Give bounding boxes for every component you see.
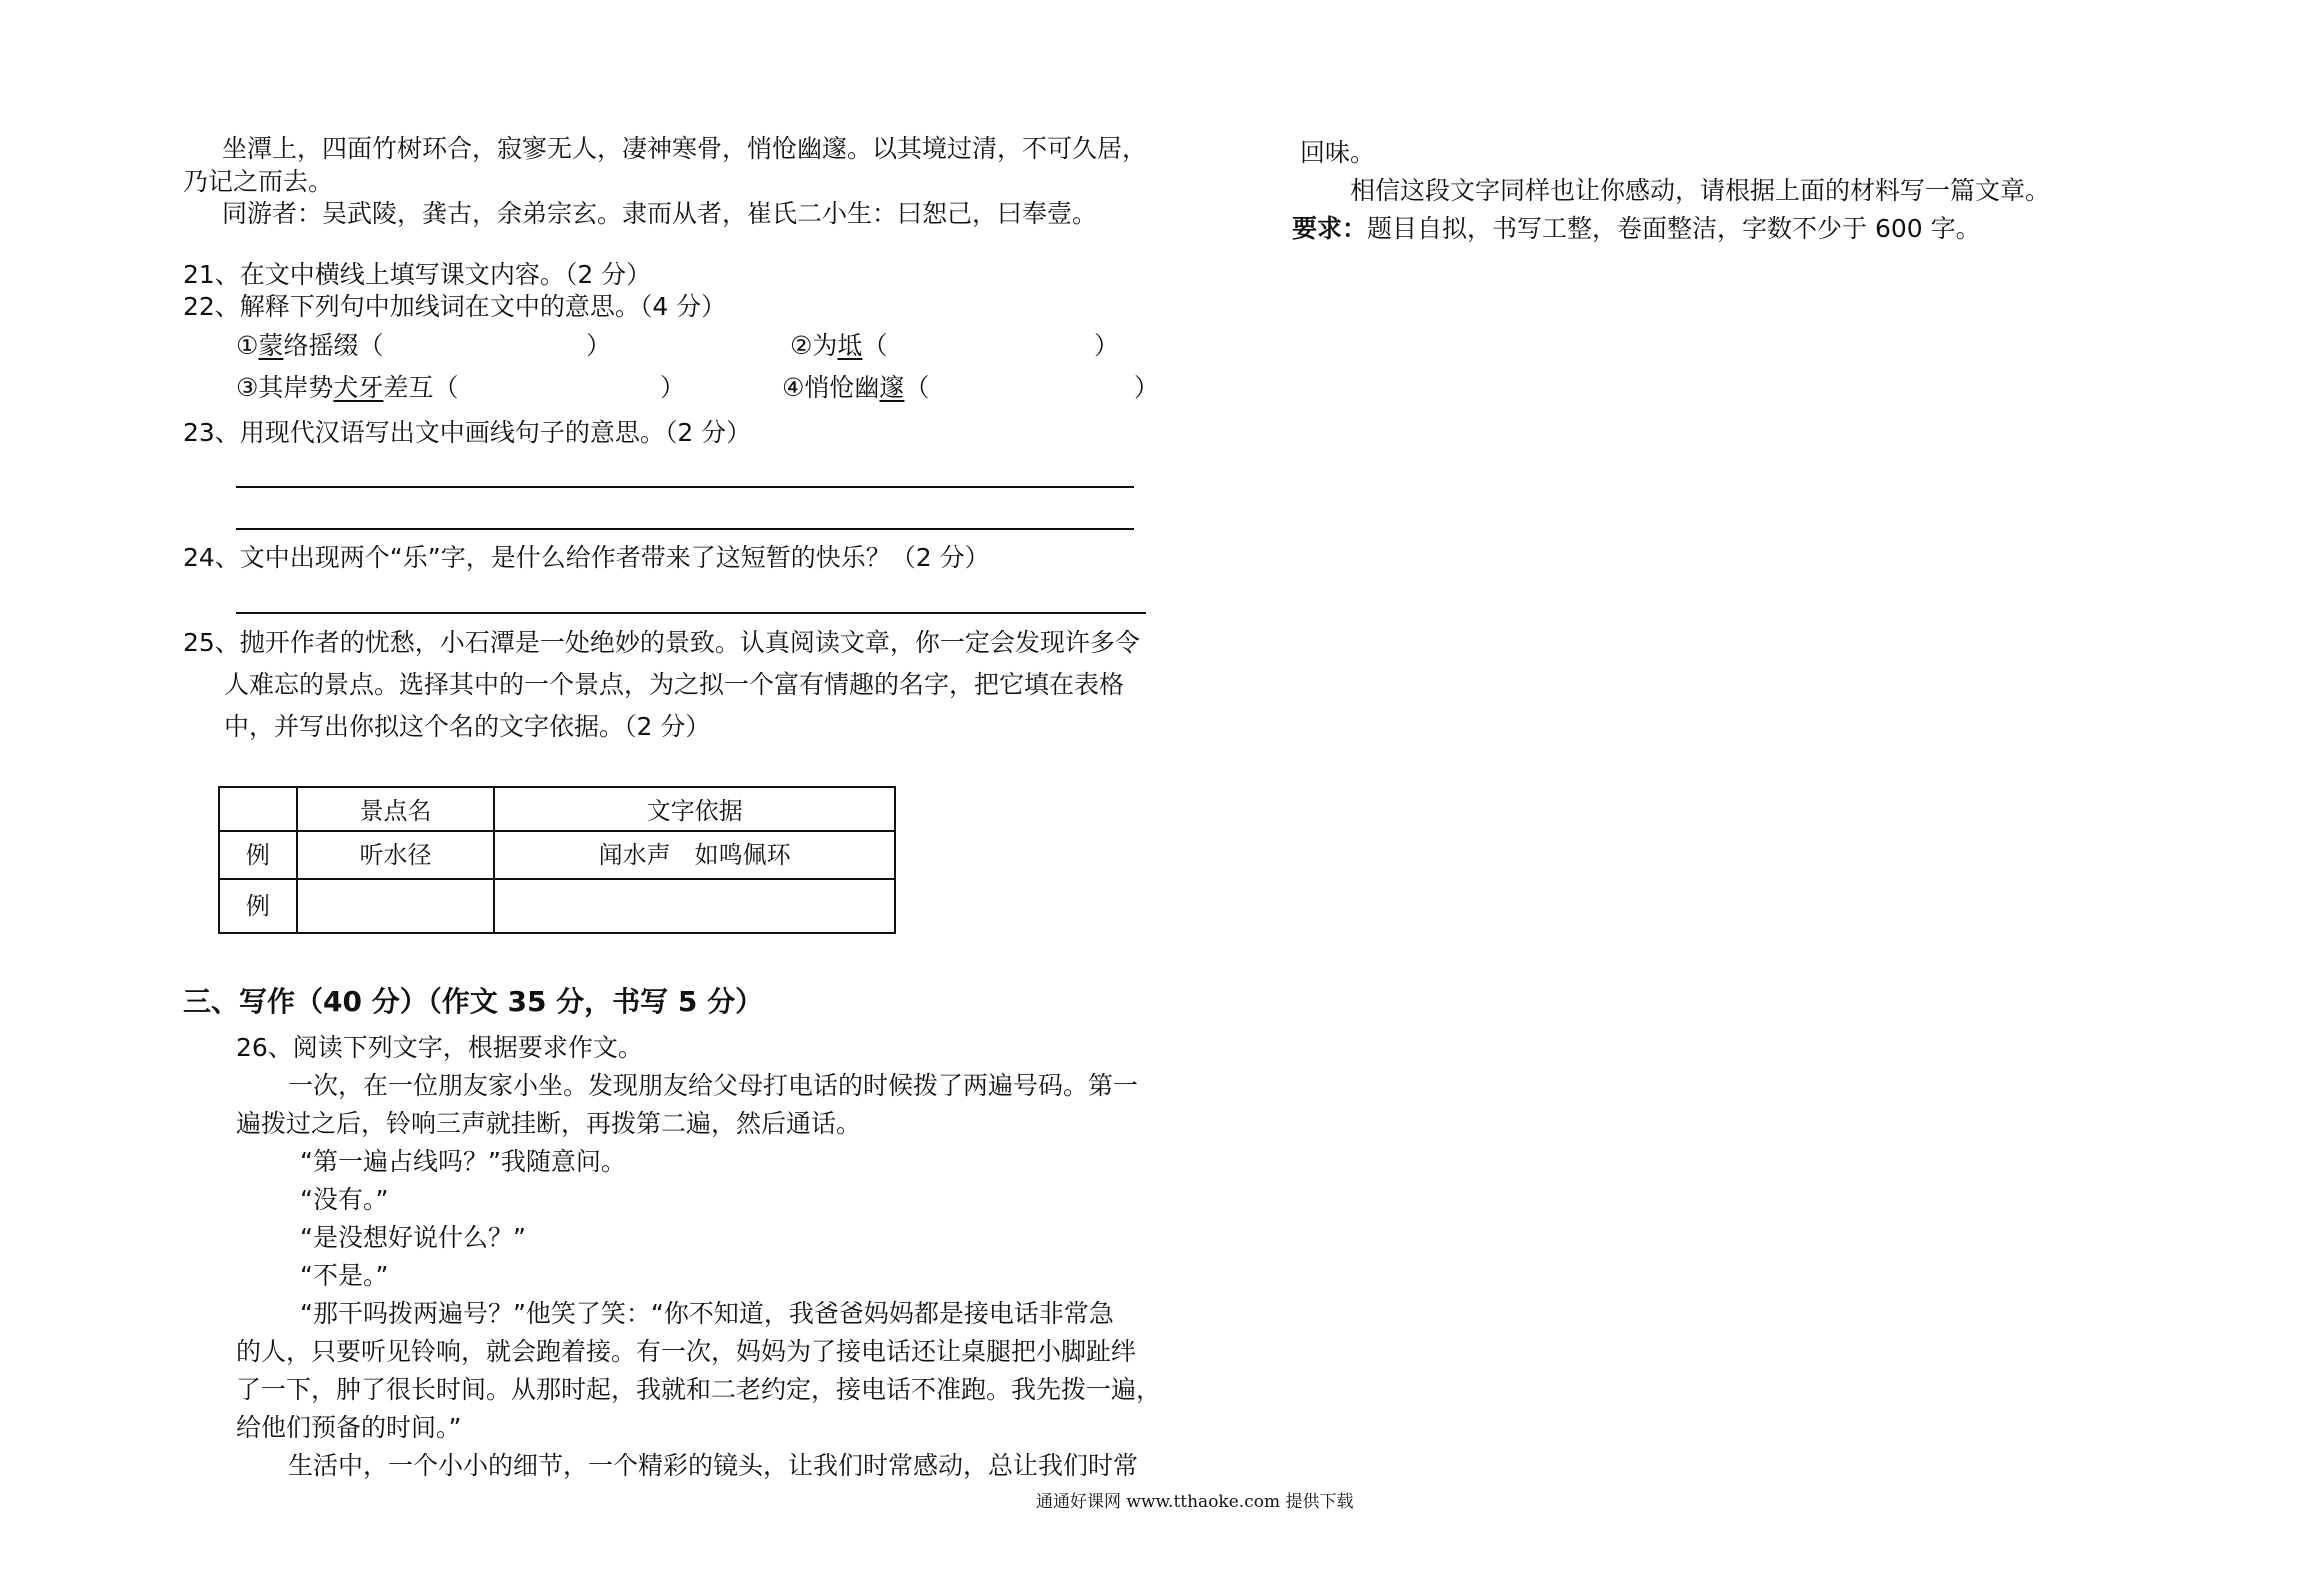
question-21: 21、在文中横线上填写课文内容。（2 分） <box>183 260 652 289</box>
essay-dialogue-3: “是没想好说什么？” <box>300 1223 526 1252</box>
question-25-line-1: 25、抛开作者的忧愁，小石潭是一处绝妙的景致。认真阅读文章，你一定会发现许多令 <box>183 628 1140 657</box>
table-cell: 闻水声 如鸣佩环 <box>494 831 895 879</box>
requirements-text: 题目自拟，书写工整，卷面整洁，字数不少于 600 字。 <box>1367 214 1981 243</box>
question-25-line-2: 人难忘的景点。选择其中的一个景点，为之拟一个富有情趣的名字，把它填在表格 <box>224 670 1125 699</box>
section-3-title: 三、写作（40 分）（作文 35 分，书写 5 分） <box>183 985 764 1018</box>
q22-item-4-close: ） <box>1134 373 1160 402</box>
right-line-2: 相信这段文字同样也让你感动，请根据上面的材料写一篇文章。 <box>1350 176 2051 205</box>
question-24: 24、文中出现两个“乐”字，是什么给作者带来了这短暂的快乐？（2 分） <box>183 543 990 572</box>
answer-line-23a <box>236 486 1134 488</box>
table-cell: 例 <box>219 831 297 879</box>
table-row <box>219 879 895 933</box>
question-25-line-3: 中，并写出你拟这个名的文字依据。（2 分） <box>224 712 711 741</box>
requirements-label: 要求： <box>1292 214 1368 243</box>
q22-item-2-close: ） <box>1094 331 1120 360</box>
passage-line-3: 同游者：吴武陵，龚古，余弟宗玄。隶而从者，崔氏二小生：曰恕己，曰奉壹。 <box>222 199 1098 228</box>
q22-item-1: ①蒙络摇缀（ <box>236 331 384 360</box>
q22-item-2: ②为坻（ <box>790 331 888 360</box>
table-cell <box>494 879 895 933</box>
q22-item-4: ④悄怆幽邃（ <box>782 373 930 402</box>
scenic-spot-table <box>218 786 896 934</box>
essay-dialogue-2: “没有。” <box>300 1185 389 1214</box>
essay-p2-line-2: 的人，只要听见铃响，就会跑着接。有一次，妈妈为了接电话还让桌腿把小脚趾绊 <box>236 1337 1137 1366</box>
question-26: 26、阅读下列文字，根据要求作文。 <box>236 1033 643 1062</box>
essay-dialogue-1: “第一遍占线吗？”我随意问。 <box>300 1147 626 1176</box>
question-22: 22、解释下列句中加线词在文中的意思。（4 分） <box>183 292 727 321</box>
footer-source: 通通好课网 www.tthaoke.com 提供下载 <box>1036 1492 1354 1512</box>
requirements <box>1292 210 1981 247</box>
answer-line-23b <box>236 528 1134 530</box>
table-header-cell: 文字依据 <box>494 787 895 831</box>
essay-p2-line-4: 给他们预备的时间。” <box>236 1413 462 1442</box>
q22-item-3: ③其岸势犬牙差互（ <box>236 373 459 402</box>
essay-p1-line-1: 一次，在一位朋友家小坐。发现朋友给父母打电话的时候拨了两遍号码。第一 <box>288 1071 1139 1100</box>
passage-line-2: 乃记之而去。 <box>183 167 334 196</box>
essay-p2-line-3: 了一下，肿了很长时间。从那时起，我就和二老约定，接电话不准跑。我先拨一遍， <box>236 1375 1162 1404</box>
essay-dialogue-4: “不是。” <box>300 1261 389 1290</box>
passage-line-1: 坐潭上，四面竹树环合，寂寥无人，凄神寒骨，悄怆幽邃。以其境过清，不可久居， <box>222 134 1148 163</box>
table-header-cell <box>219 787 297 831</box>
question-23: 23、用现代汉语写出文中画线句子的意思。（2 分） <box>183 418 752 447</box>
q22-item-1-close: ） <box>586 331 612 360</box>
table-row <box>219 831 895 879</box>
table-cell: 例 <box>219 879 297 933</box>
essay-p2-line-1: “那干吗拨两遍号？”他笑了笑：“你不知道，我爸爸妈妈都是接电话非常急 <box>300 1299 1114 1328</box>
essay-p3-line-1: 生活中，一个小小的细节，一个精彩的镜头，让我们时常感动，总让我们时常 <box>288 1451 1139 1480</box>
table-cell: 听水径 <box>297 831 494 879</box>
table-header-row <box>219 787 895 831</box>
right-line-1: 回味。 <box>1300 138 1376 167</box>
q22-item-3-close: ） <box>660 373 686 402</box>
answer-line-24 <box>236 612 1146 614</box>
essay-p1-line-2: 遍拨过之后，铃响三声就挂断，再拨第二遍，然后通话。 <box>236 1109 862 1138</box>
table-header-cell: 景点名 <box>297 787 494 831</box>
table-cell <box>297 879 494 933</box>
